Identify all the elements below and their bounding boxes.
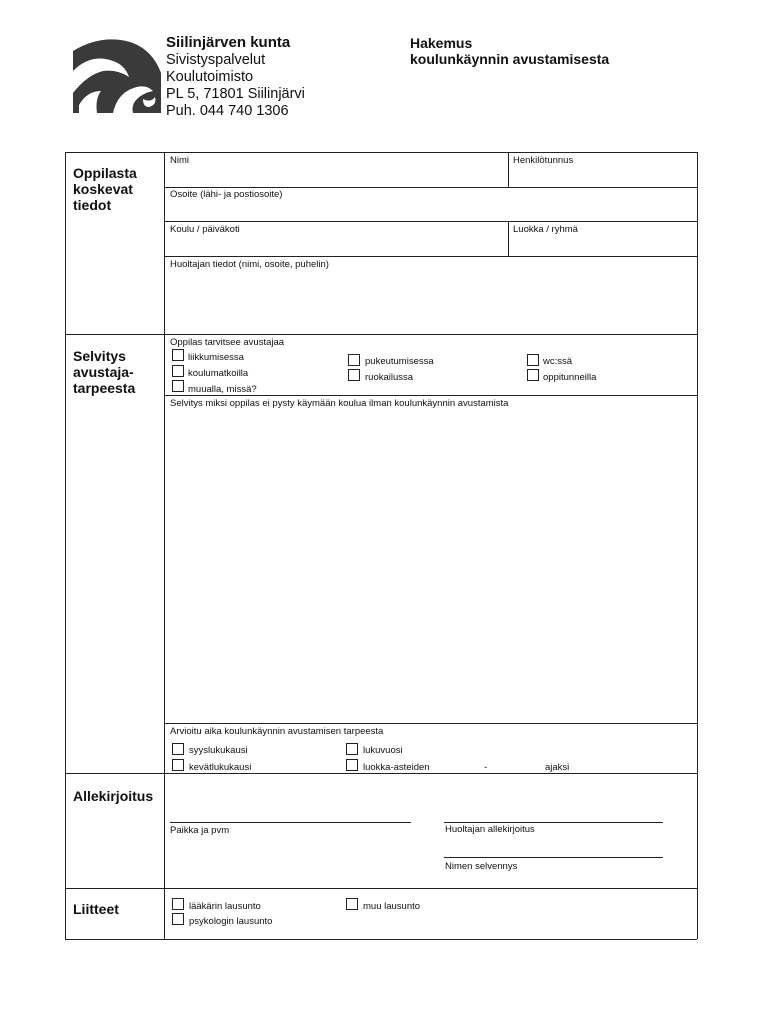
checkbox-oppitunneilla[interactable] [527, 369, 539, 381]
municipality-logo [73, 33, 161, 113]
frame-right-border [697, 152, 698, 939]
row-divider-name [164, 187, 697, 188]
need-title-line1: Selvitys [73, 348, 126, 364]
option-luokka-asteiden: luokka-asteiden [363, 762, 430, 773]
org-name: Siilinjärven kunta [166, 34, 291, 51]
place-date-label: Paikka ja pvm [170, 825, 230, 836]
checkbox-psykologin-lausunto[interactable] [172, 913, 184, 925]
guardian-signature-line [444, 822, 663, 823]
class-field[interactable] [509, 235, 696, 255]
student-title-line2: koskevat [73, 181, 133, 197]
class-field-label: Luokka / ryhmä [513, 224, 578, 235]
explanation-label: Selvitys miksi oppilas ei pysty käymään koulua ilman koulunkäynnin avustamista [170, 398, 509, 409]
option-lukuvuosi: lukuvuosi [363, 745, 403, 756]
row-divider-address [164, 221, 697, 222]
row-divider-needs [164, 395, 697, 396]
guardian-signature-field[interactable] [445, 800, 662, 822]
checkbox-wcssa[interactable] [527, 354, 539, 366]
checkbox-kevatlukukausi[interactable] [172, 759, 184, 771]
ajaksi-label: ajaksi [545, 762, 570, 773]
name-clarification-line [444, 857, 663, 858]
student-section-title [73, 165, 137, 213]
option-psykologin-lausunto: psykologin lausunto [189, 916, 273, 927]
address-field[interactable] [165, 200, 696, 220]
ssn-field-label: Henkilötunnus [513, 155, 574, 166]
name-field-label: Nimi [170, 155, 189, 166]
address-field-label: Osoite (lähi- ja postiosoite) [170, 189, 283, 200]
need-title-line2: avustaja- [73, 364, 134, 380]
attachments-section-title: Liitteet [73, 901, 119, 917]
form-title-line1: Hakemus [410, 35, 473, 51]
row-divider-explanation [164, 723, 697, 724]
option-oppitunneilla: oppitunneilla [543, 372, 597, 383]
frame-top-border [65, 152, 697, 153]
option-kevatlukukausi: kevätlukukausi [189, 762, 252, 773]
grade-range-dash: - [484, 762, 488, 773]
grade-from-field[interactable] [445, 758, 483, 772]
student-title-line3: tiedot [73, 197, 112, 213]
option-koulumatkoilla: koulumatkoilla [188, 368, 249, 379]
option-muualla: muualla, missä? [188, 384, 257, 395]
form-title [410, 35, 609, 67]
school-field[interactable] [165, 235, 507, 255]
checkbox-syyslukukausi[interactable] [172, 743, 184, 755]
checkbox-pukeutumisessa[interactable] [348, 354, 360, 366]
signature-section-title: Allekirjoitus [73, 788, 154, 804]
need-title-line3: tarpeesta [73, 380, 136, 396]
org-line-address: PL 5, 71801 Siilinjärvi [166, 86, 305, 102]
frame-left-border [65, 152, 66, 939]
form-title-line2: koulunkäynnin avustamisesta [410, 51, 610, 67]
checkbox-koulumatkoilla[interactable] [172, 365, 184, 377]
option-syyslukukausi: syyslukukausi [189, 745, 248, 756]
place-date-line [170, 822, 411, 823]
org-line-phone: Puh. 044 740 1306 [166, 103, 289, 119]
name-clarification-label: Nimen selvennys [445, 861, 518, 872]
checkbox-luokka-asteiden[interactable] [346, 759, 358, 771]
checkbox-ruokailussa[interactable] [348, 369, 360, 381]
option-liikkumisessa: liikkumisessa [188, 352, 244, 363]
section-divider-1 [65, 334, 697, 335]
checkbox-liikkumisessa[interactable] [172, 349, 184, 361]
school-field-label: Koulu / päiväkoti [170, 224, 240, 235]
student-title-line1: Oppilasta [73, 165, 137, 181]
section-divider-2 [65, 773, 697, 774]
guardian-field-label: Huoltajan tiedot (nimi, osoite, puhelin) [170, 259, 329, 270]
row-divider-school [164, 256, 697, 257]
guardian-signature-label: Huoltajan allekirjoitus [445, 824, 535, 835]
option-muu-lausunto: muu lausunto [363, 901, 421, 912]
guardian-field[interactable] [165, 270, 696, 333]
place-date-field[interactable] [170, 800, 410, 822]
org-line-dept: Sivistyspalvelut [166, 52, 266, 68]
frame-bottom-border [65, 939, 697, 940]
explanation-field[interactable] [165, 410, 696, 722]
option-pukeutumisessa: pukeutumisessa [365, 356, 434, 367]
name-field[interactable] [165, 166, 507, 186]
duration-label: Arvioitu aika koulunkäynnin avustamisen tarpeesta [170, 726, 384, 737]
name-clarification-field[interactable] [445, 836, 662, 857]
ssn-field[interactable] [509, 166, 696, 186]
need-section-title [73, 348, 135, 396]
option-ruokailussa: ruokailussa [365, 372, 414, 383]
checkbox-muu-lausunto[interactable] [346, 898, 358, 910]
section-divider-3 [65, 888, 697, 889]
option-laakarin-lausunto: lääkärin lausunto [189, 901, 261, 912]
option-wcssa: wc:ssä [543, 356, 573, 367]
checkbox-laakarin-lausunto[interactable] [172, 898, 184, 910]
checkbox-lukuvuosi[interactable] [346, 743, 358, 755]
checkbox-muualla[interactable] [172, 380, 184, 392]
needs-label: Oppilas tarvitsee avustajaa [170, 337, 285, 348]
grade-to-field[interactable] [494, 758, 542, 772]
org-line-office: Koulutoimisto [166, 69, 254, 85]
